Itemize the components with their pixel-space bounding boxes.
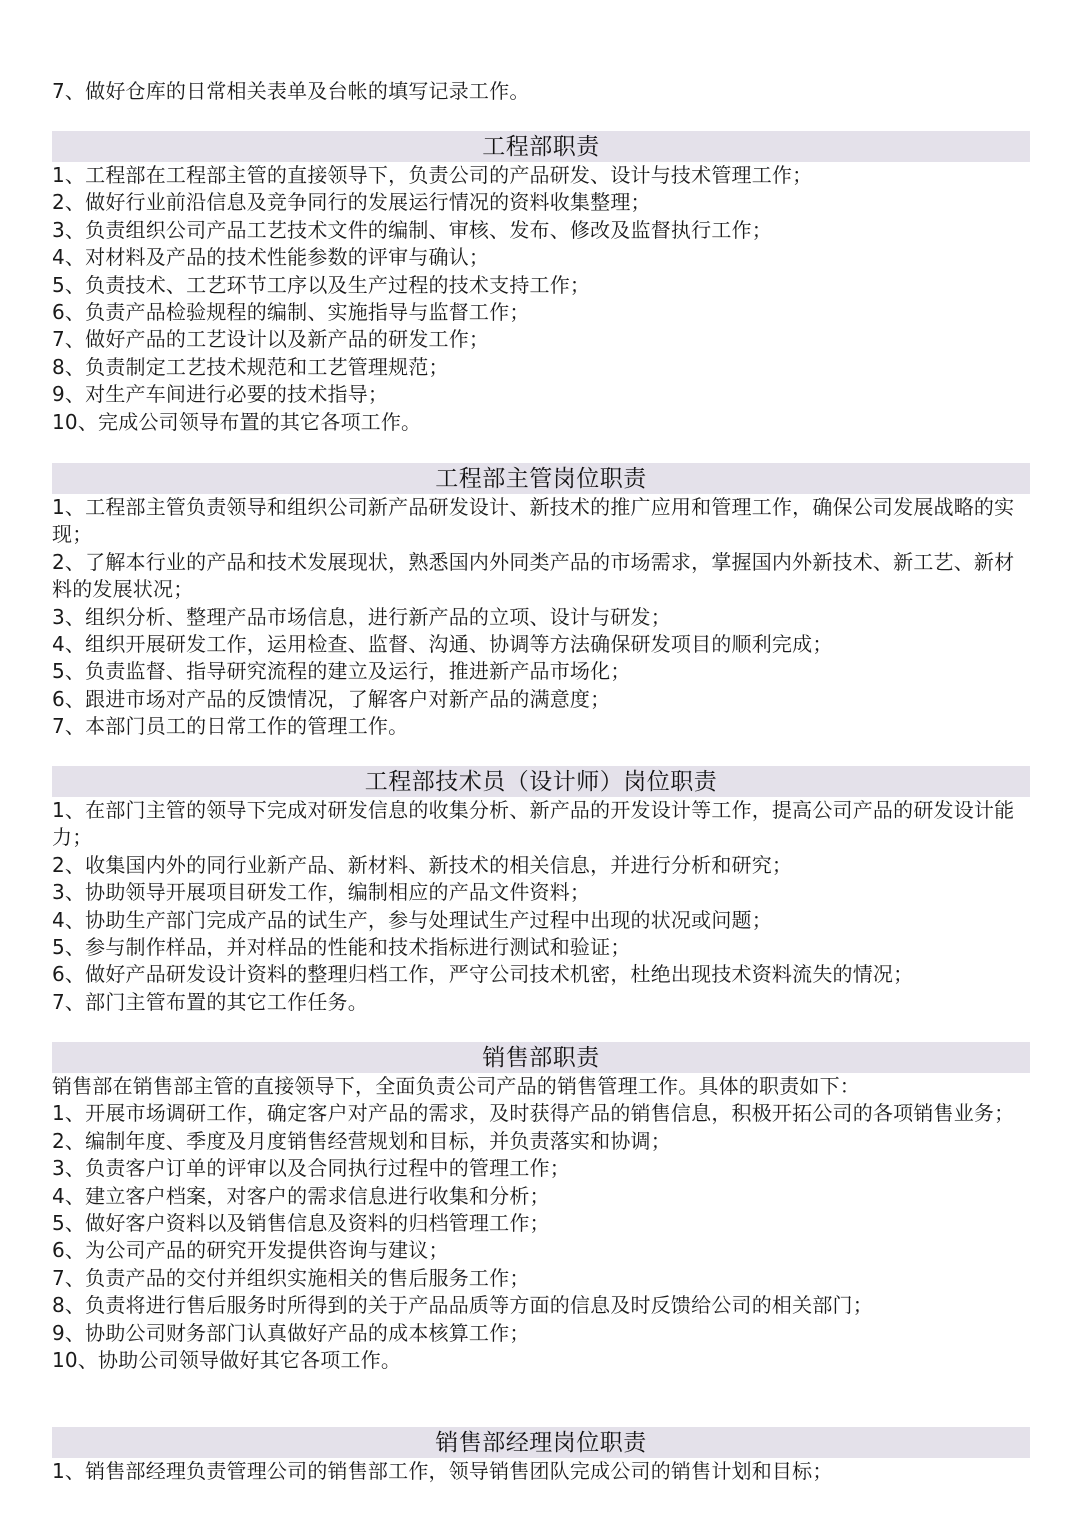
- list-item: 10、完成公司领导布置的其它各项工作。: [52, 409, 422, 434]
- list-item: 5、负责监督、指导研究流程的建立及运行，推进新产品市场化；: [52, 659, 631, 684]
- list-item: 6、跟进市场对产品的反馈情况，了解客户对新产品的满意度；: [52, 686, 611, 711]
- section-engineering-technician-duties: [52, 766, 1030, 1016]
- list-item: 7、做好产品的工艺设计以及新产品的研发工作；: [52, 327, 490, 352]
- list-item: 4、对材料及产品的技术性能参数的评审与确认；: [52, 245, 490, 270]
- list-item: 4、建立客户档案，对客户的需求信息进行收集和分析；: [52, 1183, 550, 1208]
- list-item: 3、负责客户订单的评审以及合同执行过程中的管理工作；: [52, 1156, 570, 1181]
- section-engineering-duties: [52, 131, 1030, 436]
- list-item: 8、负责制定工艺技术规范和工艺管理规范；: [52, 354, 449, 379]
- list-item: 3、协助领导开展项目研发工作，编制相应的产品文件资料；: [52, 880, 591, 905]
- list-item: 5、参与制作样品，并对样品的性能和技术指标进行测试和验证；: [52, 935, 631, 960]
- list-item: 7、本部门员工的日常工作的管理工作。: [52, 714, 409, 739]
- list-item: 7、负责产品的交付并组织实施相关的售后服务工作；: [52, 1265, 530, 1290]
- section-title: 工程部主管岗位职责: [52, 463, 1030, 494]
- list-item: 1、工程部在工程部主管的直接领导下，负责公司的产品研发、设计与技术管理工作；: [52, 163, 813, 187]
- list-item: 8、负责将进行售后服务时所得到的关于产品品质等方面的信息及时反馈给公司的相关部门；: [52, 1293, 873, 1318]
- list-item: 4、组织开展研发工作，运用检查、监督、沟通、协调等方法确保研发项目的顺利完成；: [52, 632, 833, 657]
- list-item: 5、做好客户资料以及销售信息及资料的归档管理工作；: [52, 1211, 550, 1236]
- section-title: 销售部职责: [52, 1042, 1030, 1073]
- list-item: 6、为公司产品的研究开发提供咨询与建议；: [52, 1238, 449, 1263]
- list-item: 9、对生产车间进行必要的技术指导；: [52, 382, 389, 407]
- section-sales-manager-duties: [52, 1427, 1030, 1485]
- section-sales-duties: [52, 1042, 1030, 1374]
- list-item: 6、做好产品研发设计资料的整理归档工作，严守公司技术机密，杜绝出现技术资料流失的情况；: [52, 962, 914, 987]
- list-item: 2、收集国内外的同行业新产品、新材料、新技术的相关信息，并进行分析和研究；: [52, 852, 793, 877]
- section-title: 销售部经理岗位职责: [52, 1427, 1030, 1458]
- list-item: 10、协助公司领导做好其它各项工作。: [52, 1348, 402, 1373]
- section-engineering-manager-duties: [52, 463, 1030, 741]
- list-item: 1、开展市场调研工作，确定客户对产品的需求，及时获得产品的销售信息，积极开拓公司的各项销售业务；: [52, 1101, 1015, 1126]
- list-item: 6、负责产品检验规程的编制、实施指导与监督工作；: [52, 300, 530, 325]
- list-item: 2、编制年度、季度及月度销售经营规划和目标，并负责落实和协调；: [52, 1128, 671, 1153]
- intro-block: [52, 78, 1030, 105]
- section-intro-text: 销售部在销售部主管的直接领导下，全面负责公司产品的销售管理工作。具体的职责如下：: [52, 1074, 860, 1098]
- list-item: 9、协助公司财务部门认真做好产品的成本核算工作；: [52, 1320, 530, 1345]
- list-item: 1、工程部主管负责领导和组织公司新产品研发设计、新技术的推广应用和管理工作，确保公司发展战略的实现；: [52, 495, 1015, 547]
- list-item: 3、组织分析、整理产品市场信息，进行新产品的立项、设计与研发；: [52, 604, 671, 629]
- list-item: 1、在部门主管的领导下完成对研发信息的收集分析、新产品的开发设计等工作，提高公司产品的研发设计能力；: [52, 798, 1015, 850]
- list-item: 2、做好行业前沿信息及竞争同行的发展运行情况的资料收集整理；: [52, 190, 651, 215]
- section-title: 工程部技术员（设计师）岗位职责: [52, 766, 1030, 797]
- section-title: 工程部职责: [52, 131, 1030, 162]
- list-item: 1、销售部经理负责管理公司的销售部工作，领导销售团队完成公司的销售计划和目标；: [52, 1459, 833, 1483]
- list-item: 5、负责技术、工艺环节工序以及生产过程的技术支持工作；: [52, 272, 591, 297]
- list-item: 7、做好仓库的日常相关表单及台帐的填写记录工作。: [52, 79, 530, 103]
- list-item: 2、了解本行业的产品和技术发展现状，熟悉国内外同类产品的市场需求，掌握国内外新技术、新工艺、新材料的发展状况；: [52, 549, 1015, 602]
- list-item: 3、负责组织公司产品工艺技术文件的编制、审核、发布、修改及监督执行工作；: [52, 217, 772, 242]
- list-item: 4、协助生产部门完成产品的试生产，参与处理试生产过程中出现的状况或问题；: [52, 907, 772, 932]
- list-item: 7、部门主管布置的其它工作任务。: [52, 989, 368, 1014]
